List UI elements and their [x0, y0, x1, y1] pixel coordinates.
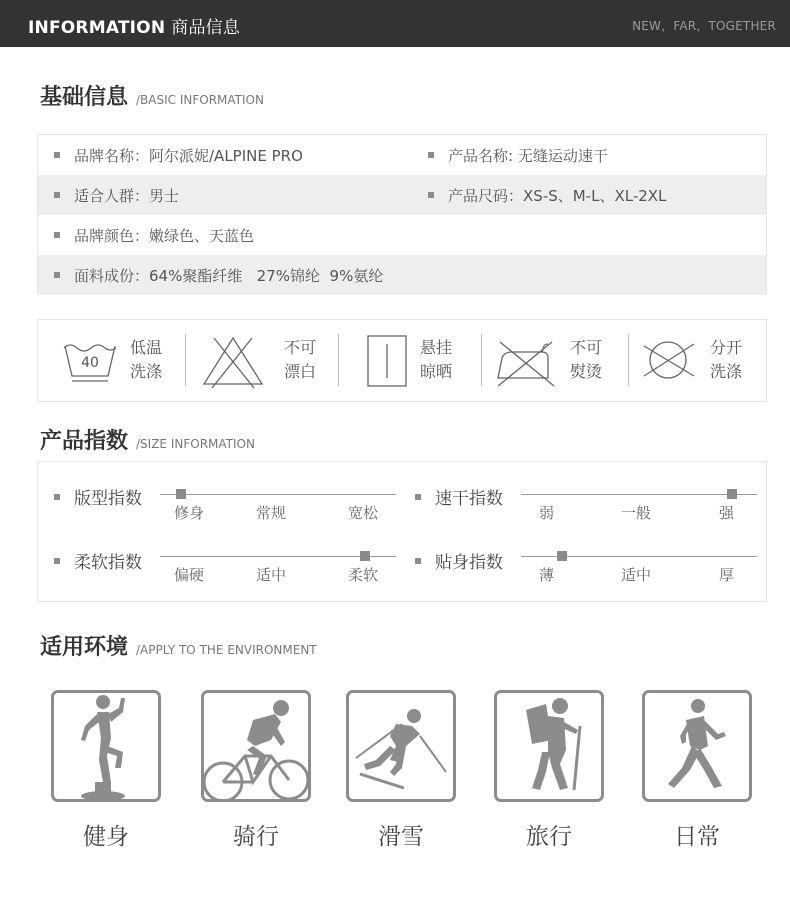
index-scale-line	[521, 494, 757, 495]
care-label-line: 晾晒	[420, 362, 453, 381]
env-label: 骑行	[233, 824, 279, 850]
bullet-icon	[415, 558, 421, 564]
audience-text: 适合人群：男士	[74, 187, 180, 205]
index-name-text: 版型指数	[74, 489, 142, 509]
index-tick: 薄	[539, 566, 555, 584]
brand-text: 品牌名称：阿尔派妮/ALPINE PRO	[74, 147, 303, 165]
basic-heading-en: /BASIC INFORMATION	[136, 93, 264, 107]
env-label: 滑雪	[378, 824, 424, 850]
env-heading-en: /APPLY TO THE ENVIRONMENT	[136, 643, 317, 657]
env-label: 健身	[83, 824, 129, 850]
divider	[628, 334, 629, 386]
index-name-text: 贴身指数	[435, 553, 503, 573]
index-tick: 修身	[174, 504, 205, 522]
care-label	[130, 336, 170, 384]
hiking-icon	[494, 690, 604, 802]
info-row	[38, 135, 766, 175]
index-tick: 适中	[621, 566, 652, 584]
index-tick: 强	[719, 504, 735, 522]
env-card-hiking	[494, 690, 604, 802]
size-heading-en: /SIZE INFORMATION	[136, 437, 255, 451]
care-instructions	[37, 319, 767, 402]
size-heading-cn: 产品指数	[40, 429, 129, 454]
index-name	[54, 548, 142, 573]
care-label	[570, 336, 610, 384]
bullet-icon	[54, 192, 60, 198]
no-bleach-icon	[200, 332, 266, 392]
color-text: 品牌颜色：嫩绿色、天蓝色	[74, 227, 255, 245]
bullet-icon	[428, 192, 434, 198]
env-label: 日常	[674, 824, 720, 850]
cycling-icon	[201, 690, 311, 802]
care-label-line: 不可	[284, 338, 317, 357]
index-tick: 弱	[539, 504, 555, 522]
fabric-text: 面料成份：64%聚酯纤维 27%锦纶 9%氨纶	[74, 267, 384, 285]
env-card-fitness	[51, 690, 161, 802]
care-label-line: 分开	[710, 338, 743, 357]
index-tick: 一般	[621, 504, 652, 522]
bullet-icon	[428, 152, 434, 158]
care-label-line: 熨烫	[570, 362, 603, 381]
index-softness	[54, 548, 424, 608]
size-info-heading	[40, 424, 255, 455]
hang-dry-icon	[366, 334, 410, 390]
index-quick-dry	[415, 484, 765, 544]
bullet-icon	[54, 272, 60, 278]
divider	[481, 334, 482, 386]
index-marker	[176, 489, 186, 499]
header-title	[28, 13, 240, 38]
env-label: 旅行	[526, 824, 572, 850]
info-item-fabric	[54, 265, 383, 286]
index-marker	[727, 489, 737, 499]
product-text: 产品名称: 无缝运动速干	[448, 147, 608, 165]
header-tagline: NEW，FAR，TOGETHER	[632, 19, 776, 33]
care-label	[710, 336, 750, 384]
care-label-line: 不可	[570, 338, 603, 357]
basic-info-heading	[40, 80, 264, 111]
care-item-wash-separately	[640, 320, 766, 403]
skiing-icon	[346, 690, 456, 802]
info-item-brand	[54, 145, 303, 166]
index-tick: 宽松	[348, 504, 379, 522]
index-tick: 柔软	[348, 566, 379, 584]
care-label-line: 漂白	[284, 362, 317, 381]
care-item-no-bleach	[200, 320, 330, 403]
fitness-icon	[51, 690, 161, 802]
header-title-en: INFORMATION	[28, 18, 166, 38]
index-tick: 适中	[256, 566, 287, 584]
care-label-line: 悬挂	[420, 338, 453, 357]
info-row	[38, 175, 766, 215]
index-tick: 厚	[719, 566, 735, 584]
divider	[185, 334, 186, 386]
bullet-icon	[54, 152, 60, 158]
walking-icon	[642, 690, 752, 802]
index-fitness	[415, 548, 765, 608]
info-row	[38, 215, 766, 255]
env-card-cycling	[201, 690, 311, 802]
care-label-line: 洗涤	[130, 362, 163, 381]
header-title-cn: 商品信息	[171, 18, 241, 38]
size-index-panel	[37, 461, 767, 602]
index-name	[415, 548, 503, 573]
bullet-icon	[54, 494, 60, 500]
wash-separately-icon	[640, 332, 700, 392]
wash-40-icon	[60, 332, 120, 392]
care-label-line: 低温	[130, 338, 163, 357]
header-bar	[0, 0, 790, 47]
index-tick: 偏硬	[174, 566, 205, 584]
wash-temp-text: 40	[81, 355, 99, 371]
index-name	[54, 484, 142, 509]
env-card-skiing	[346, 690, 456, 802]
info-item-product	[428, 145, 608, 166]
environment-heading	[40, 630, 317, 661]
index-name-text: 速干指数	[435, 489, 503, 509]
index-tick: 常规	[256, 504, 287, 522]
env-card-walking	[642, 690, 752, 802]
divider	[338, 334, 339, 386]
info-item-audience	[54, 185, 179, 206]
care-item-no-iron	[494, 320, 624, 403]
basic-info-table	[37, 134, 767, 294]
index-marker	[557, 551, 567, 561]
bullet-icon	[415, 494, 421, 500]
env-heading-cn: 适用环境	[40, 635, 129, 660]
size-text: 产品尺码：XS-S、M-L、XL-2XL	[448, 187, 667, 205]
index-name-text: 柔软指数	[74, 553, 142, 573]
no-iron-icon	[494, 332, 560, 392]
care-label	[420, 336, 460, 384]
basic-heading-cn: 基础信息	[40, 85, 129, 110]
care-label	[284, 336, 324, 384]
bullet-icon	[54, 558, 60, 564]
bullet-icon	[54, 232, 60, 238]
index-scale-line	[160, 494, 396, 495]
index-name	[415, 484, 503, 509]
index-fit	[54, 484, 424, 544]
info-row	[38, 255, 766, 295]
index-marker	[360, 551, 370, 561]
care-item-low-temp-wash	[60, 320, 190, 403]
care-item-hang-dry	[366, 320, 486, 403]
care-label-line: 洗涤	[710, 362, 743, 381]
info-item-size	[428, 185, 666, 206]
info-item-color	[54, 225, 254, 246]
